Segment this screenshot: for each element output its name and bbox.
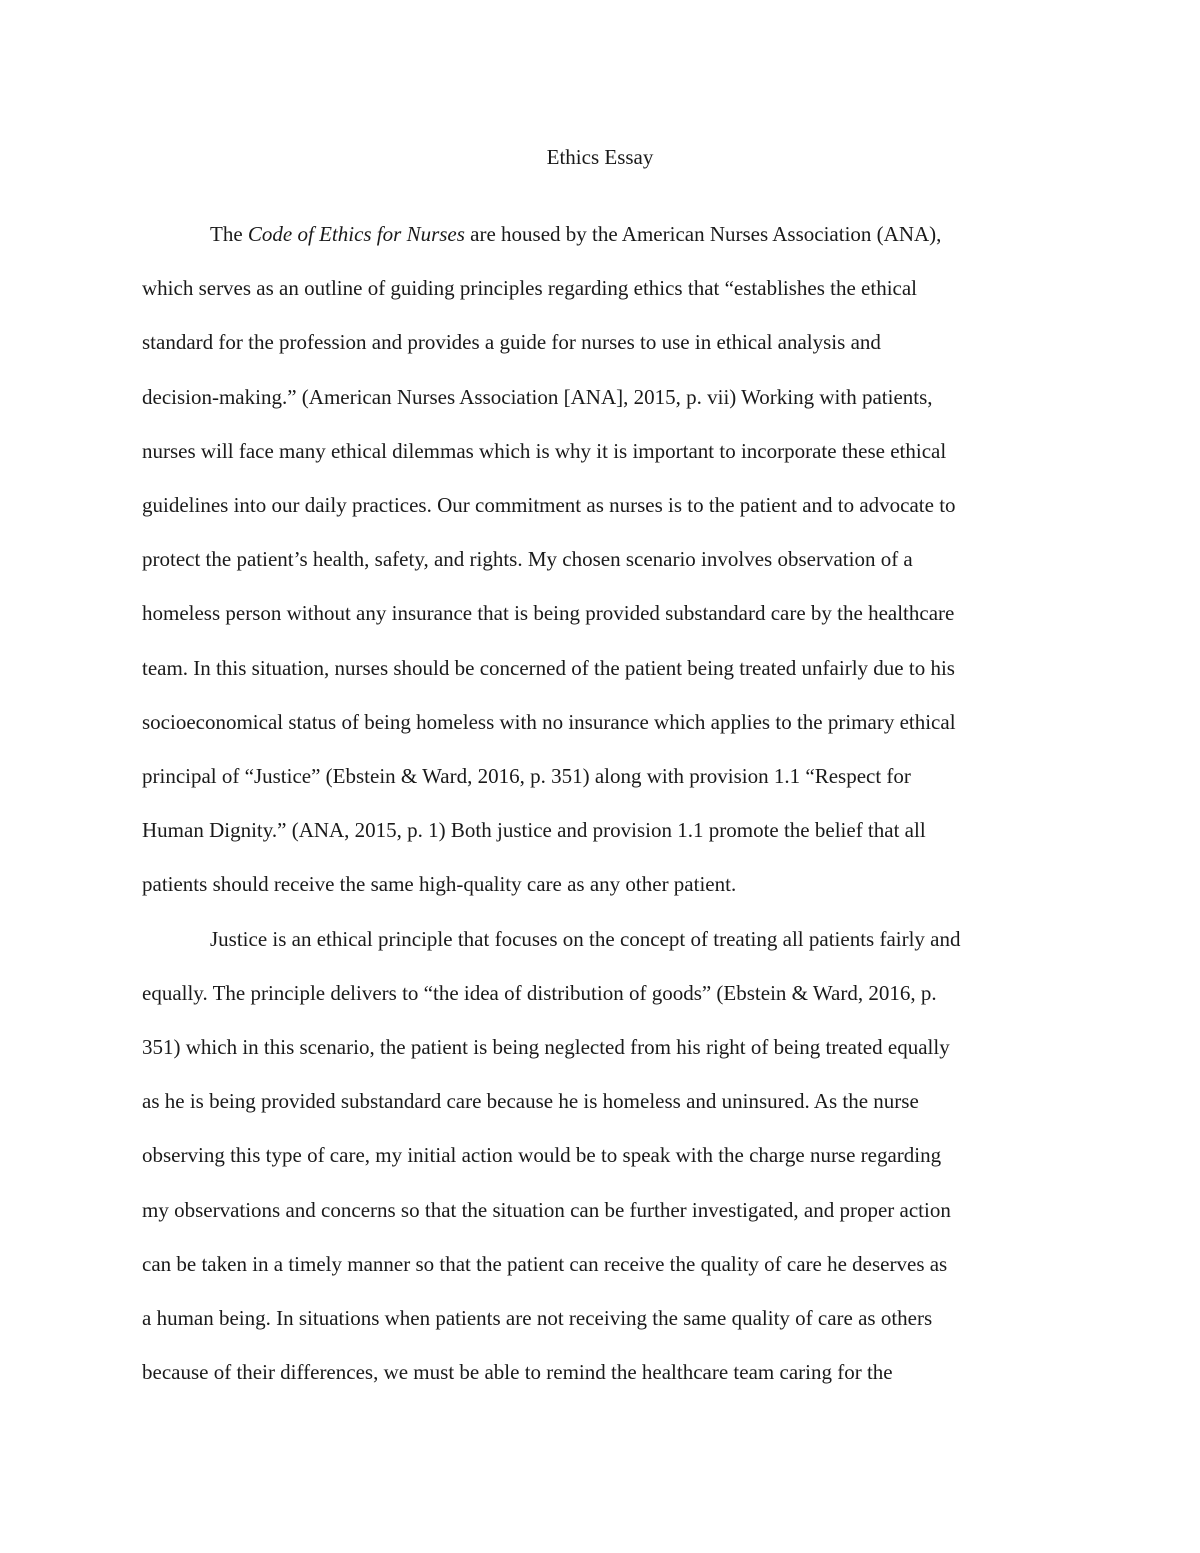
paragraph-line: guidelines into our daily practices. Our commitment as nurses is to the patient and to advocate to [142,493,956,518]
line-text: The [210,222,248,246]
paragraph-2 [142,912,1058,1400]
paragraph-line: team. In this situation, nurses should be concerned of the patient being treated unfairly due to his [142,655,955,680]
paragraph-line: which serves as an outline of guiding principles regarding ethics that “establishes the ethical [142,276,918,301]
paragraph-line: can be taken in a timely manner so that the patient can receive the quality of care he deserves as [142,1251,948,1276]
paragraph-line: principal of “Justice” (Ebstein & Ward, 2016, p. 351) along with provision 1.1 “Respect for [142,764,911,789]
paragraph-line: protect the patient’s health, safety, and rights. My chosen scenario involves observation of a [142,547,913,572]
paragraph-line: because of their differences, we must be able to remind the healthcare team caring for the [142,1360,893,1385]
line-text: are housed by the American Nurses Association (ANA), [464,222,942,246]
paragraph-line: decision-making.” (American Nurses Association [ANA], 2015, p. vii) Working with patients, [142,384,933,409]
document-title: Ethics Essay [546,145,654,169]
paragraph-line: Human Dignity.” (ANA, 2015, p. 1) Both justice and provision 1.1 promote the belief that all [142,818,926,843]
paragraph-line: nurses will face many ethical dilemmas which is why it is important to incorporate these ethical [142,438,947,463]
paragraph-line [142,207,1058,261]
paragraph-line: Justice is an ethical principle that focuses on the concept of treating all patients fairly and [210,926,961,951]
italic-title-text: Code of Ethics for Nurses [247,222,465,246]
paragraph-line: observing this type of care, my initial action would be to speak with the charge nurse regarding [142,1143,942,1168]
paragraph-line: 351) which in this scenario, the patient is being neglected from his right of being treated equally [142,1035,950,1060]
paragraph-line: homeless person without any insurance that is being provided substandard care by the healthcare [142,601,955,626]
paragraph-line: equally. The principle delivers to “the idea of distribution of goods” (Ebstein & Ward, 2016, p. [142,980,937,1005]
document-body [142,207,1058,1399]
paragraph-line: a human being. In situations when patients are not receiving the same quality of care as others [142,1306,933,1331]
paragraph-line: my observations and concerns so that the situation can be further investigated, and proper action [142,1197,951,1222]
paragraph-line: as he is being provided substandard care because he is homeless and uninsured. As the nurse [142,1089,919,1114]
paragraph-line: standard for the profession and provides a guide for nurses to use in ethical analysis and [142,330,881,355]
paragraph-line: socioeconomical status of being homeless with no insurance which applies to the primary ethical [142,709,956,734]
paragraph-line: patients should receive the same high-quality care as any other patient. [142,872,737,897]
paragraph-1 [142,207,1058,912]
